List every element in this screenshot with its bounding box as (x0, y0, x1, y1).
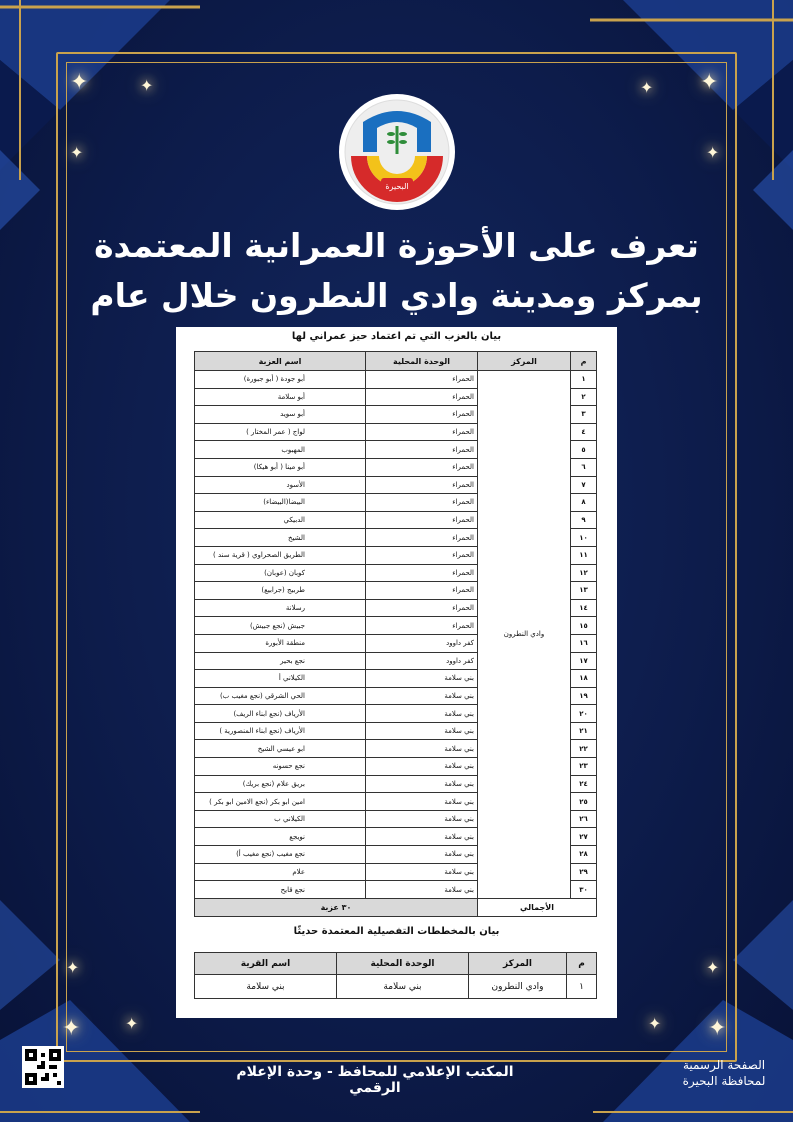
page-title-line2: بمركز ومدينة وادي النطرون خلال عام (90, 276, 703, 315)
cell-unit: بني سلامة (366, 863, 478, 881)
cell-markaz: وادي النطرون (469, 975, 567, 999)
qr-code[interactable] (22, 1046, 64, 1088)
cell-village: بني سلامة (195, 975, 337, 999)
sparkle-icon: ✦ (700, 70, 719, 95)
cell-village: أبو مينا ( أبو هيكا) (195, 458, 366, 476)
cell-m: ١٢ (571, 564, 597, 582)
cell-unit: بني سلامة (366, 722, 478, 740)
cell-unit: بني سلامة (366, 793, 478, 811)
cell-village: كوبان (عوبان) (195, 564, 366, 582)
cell-village: الأرياف (نجع ابناء الريف) (195, 705, 366, 723)
beheira-logo (337, 92, 457, 212)
header-village: اسم القرية (195, 953, 337, 975)
cell-unit: الحمراء (366, 546, 478, 564)
header-markaz: المركز (478, 352, 571, 371)
cell-unit: الحمراء (366, 423, 478, 441)
cell-village: الطريق الصحراوي ( قرية سند ) (195, 546, 366, 564)
table-row (195, 975, 597, 999)
cell-m: ٧ (571, 476, 597, 494)
cell-unit: الحمراء (366, 371, 478, 389)
cell-m: ٦ (571, 458, 597, 476)
sparkle-icon: ✦ (706, 958, 720, 977)
sparkle-icon: ✦ (62, 1016, 81, 1041)
cell-m: ١٤ (571, 599, 597, 617)
sparkle-icon: ✦ (70, 143, 84, 162)
cell-unit: بني سلامة (337, 975, 469, 999)
cell-unit: بني سلامة (366, 687, 478, 705)
cell-village: أبو جودة ( أبو جبورة) (195, 371, 366, 389)
cell-unit: الحمراء (366, 582, 478, 600)
cell-unit: الحمراء (366, 441, 478, 459)
cell-village: منطقة الأبورة (195, 634, 366, 652)
cell-m: ١٣ (571, 582, 597, 600)
cell-m: ٢٠ (571, 705, 597, 723)
cell-m: ٣٠ (571, 881, 597, 899)
logo-label: البحيرة (385, 182, 409, 191)
cell-m: ١٥ (571, 617, 597, 635)
cell-village: المهبوب (195, 441, 366, 459)
sparkle-icon: ✦ (140, 76, 154, 95)
header-m: م (571, 352, 597, 371)
cell-m: ٢٦ (571, 810, 597, 828)
cell-m: ٢٣ (571, 758, 597, 776)
table-row (195, 371, 597, 389)
cell-village: رسلانة (195, 599, 366, 617)
footer-office-text: المكتب الإعلامي للمحافظ - وحدة الإعلام الرقمي (236, 1064, 514, 1096)
cell-markaz: وادي النطرون (478, 371, 571, 899)
total-label: الأجمالي (478, 898, 597, 916)
cell-m: ٢٨ (571, 846, 597, 864)
sparkle-icon: ✦ (640, 78, 654, 97)
cell-village: بريق علام (نجع بريك) (195, 775, 366, 793)
cell-m: ٥ (571, 441, 597, 459)
cell-m: ٢٥ (571, 793, 597, 811)
cell-m: ١٠ (571, 529, 597, 547)
cell-unit: الحمراء (366, 388, 478, 406)
total-value: ٣٠ عزبة (195, 898, 478, 916)
cell-village: نجع بحير (195, 652, 366, 670)
cell-m: ١٦ (571, 634, 597, 652)
header-unit: الوحدة المحلية (366, 352, 478, 371)
cell-village: علام (195, 863, 366, 881)
document-paper (176, 327, 617, 1018)
header-village: اسم العزبة (195, 352, 366, 371)
cell-m: ٢٩ (571, 863, 597, 881)
cell-unit: الحمراء (366, 476, 478, 494)
cell-unit: الحمراء (366, 458, 478, 476)
villages-table (194, 351, 597, 917)
cell-m: ٤ (571, 423, 597, 441)
cell-village: أبو سويد (195, 406, 366, 424)
cell-m: ٢٤ (571, 775, 597, 793)
cell-m: ٢٢ (571, 740, 597, 758)
cell-unit: الحمراء (366, 406, 478, 424)
sparkle-icon: ✦ (66, 958, 80, 977)
cell-m: ٢٧ (571, 828, 597, 846)
header-markaz: المركز (469, 953, 567, 975)
cell-m: ٢ (571, 388, 597, 406)
cell-unit: بني سلامة (366, 828, 478, 846)
page-title-line1: تعرف على الأحوزة العمرانية المعتمدة (94, 226, 699, 265)
villages-table-caption: بيان بالعزب التي تم اعتماد حيز عمراني لها (291, 331, 502, 342)
cell-unit: بني سلامة (366, 670, 478, 688)
sparkle-icon: ✦ (125, 1014, 139, 1033)
cell-village: الكيلاني ب (195, 810, 366, 828)
cell-unit: كفر داوود (366, 652, 478, 670)
cell-m: ١١ (571, 546, 597, 564)
sparkle-icon: ✦ (70, 70, 89, 95)
cell-unit: بني سلامة (366, 810, 478, 828)
cell-unit: الحمراء (366, 617, 478, 635)
cell-m: ١ (571, 371, 597, 389)
footer-right-line1: الصفحة الرسمية (682, 1058, 766, 1072)
cell-m: ٣ (571, 406, 597, 424)
header-m: م (567, 953, 597, 975)
cell-unit: الحمراء (366, 564, 478, 582)
cell-village: نويجع (195, 828, 366, 846)
sparkle-icon: ✦ (708, 1016, 727, 1041)
cell-village: نجع حسونه (195, 758, 366, 776)
cell-m: ٨ (571, 494, 597, 512)
cell-unit: بني سلامة (366, 740, 478, 758)
cell-unit: بني سلامة (366, 846, 478, 864)
footer-right-line2: لمحافظة البحيرة (682, 1074, 766, 1088)
cell-village: نجع قايح (195, 881, 366, 899)
cell-unit: بني سلامة (366, 758, 478, 776)
cell-village: امين ابو بكر (نجع الامين ابو بكر ) (195, 793, 366, 811)
cell-m: ١ (567, 975, 597, 999)
cell-village: ابو عيسي الشيخ (195, 740, 366, 758)
cell-unit: الحمراء (366, 599, 478, 617)
cell-village: الحي الشرقي (نجع مغيب ب) (195, 687, 366, 705)
header-unit: الوحدة المحلية (337, 953, 469, 975)
cell-unit: الحمراء (366, 511, 478, 529)
sparkle-icon: ✦ (648, 1014, 662, 1033)
cell-village: أبو سلامة (195, 388, 366, 406)
cell-village: طربيج (جرابيع) (195, 582, 366, 600)
cell-village: الكيلاني أ (195, 670, 366, 688)
cell-village: نجع مغيب (نجع مغيب أ) (195, 846, 366, 864)
cell-village: الشيخ (195, 529, 366, 547)
plans-table-caption: بيان بالمخططات التفصيلية المعتمدة حديثًا (293, 926, 500, 937)
plans-table (194, 952, 597, 999)
cell-village: لواج ( عمر المختار ) (195, 423, 366, 441)
cell-m: ١٧ (571, 652, 597, 670)
footer-official-page[interactable] (664, 1057, 784, 1089)
cell-unit: الحمراء (366, 494, 478, 512)
sparkle-icon: ✦ (706, 143, 720, 162)
cell-village: الأسود (195, 476, 366, 494)
cell-village: الأرياف (نجع ابناء المنصورية ) (195, 722, 366, 740)
cell-unit: بني سلامة (366, 775, 478, 793)
cell-village: البيضا(البيضاء) (195, 494, 366, 512)
cell-m: ٢١ (571, 722, 597, 740)
cell-unit: الحمراء (366, 529, 478, 547)
cell-m: ١٨ (571, 670, 597, 688)
cell-village: الدبيكي (195, 511, 366, 529)
cell-unit: كفر داوود (366, 634, 478, 652)
cell-unit: بني سلامة (366, 881, 478, 899)
cell-village: جبيش (نجع جبيش) (195, 617, 366, 635)
cell-unit: بني سلامة (366, 705, 478, 723)
cell-m: ١٩ (571, 687, 597, 705)
cell-m: ٩ (571, 511, 597, 529)
